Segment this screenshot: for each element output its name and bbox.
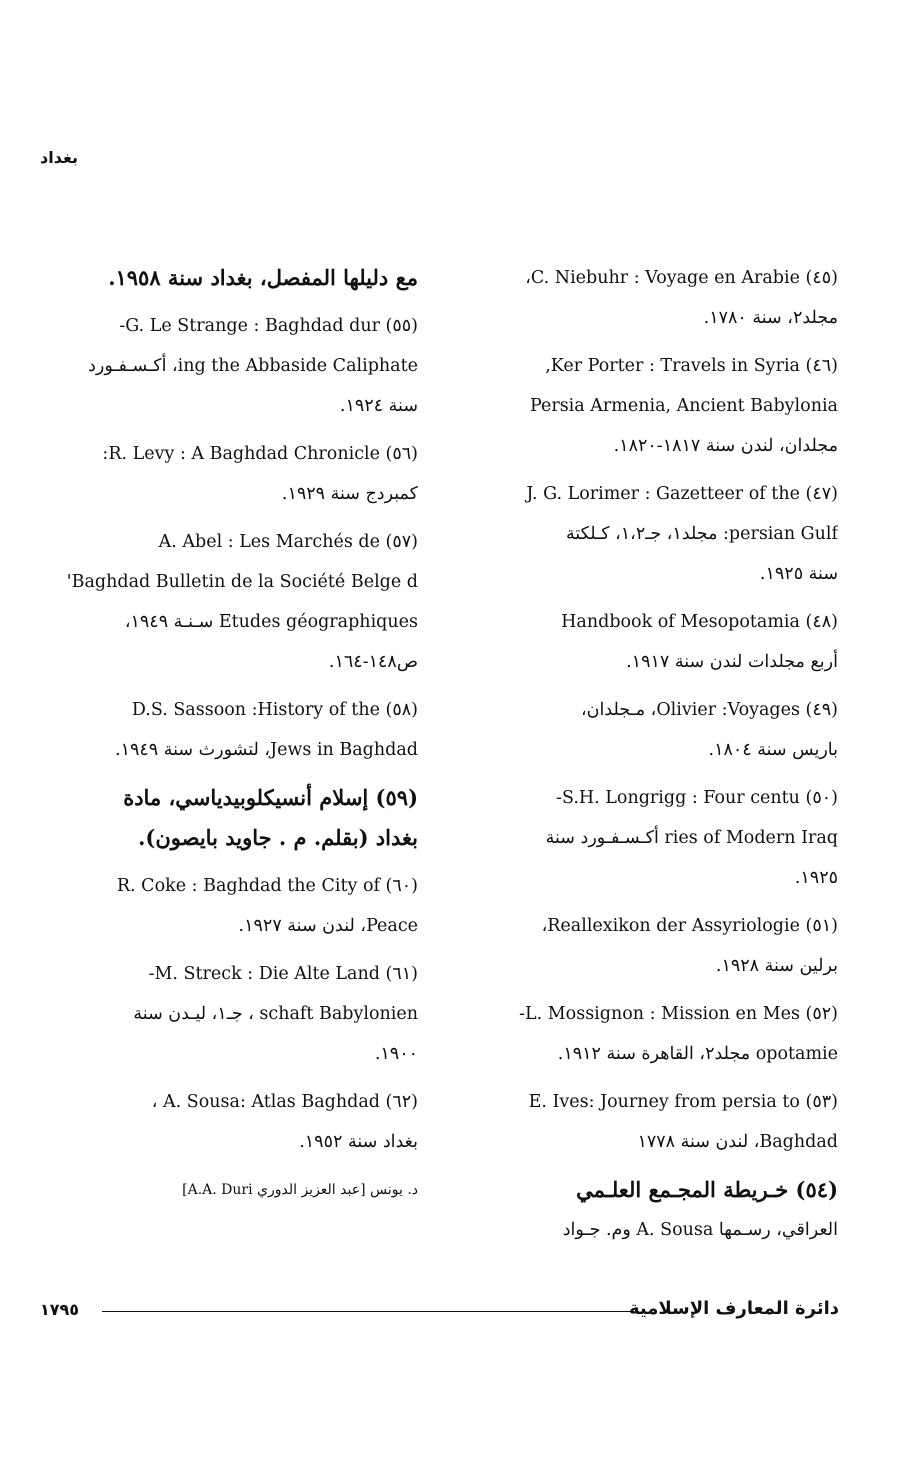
entry-line: schaft Babylonien ، جـ١، ليـدن سنة: [133, 1004, 418, 1024]
page-number: ١٧٩٥: [40, 1300, 80, 1319]
entry-line: ries of Modern Iraq أكـسـفـورد سنة: [545, 828, 838, 848]
entry-line: (٦١) M. Streck : Die Alte Land-: [148, 964, 418, 984]
entry-line: (٤٩) Olivier :Voyages، مـجلدان،: [580, 700, 838, 720]
bibliography-entry-53: [458, 1082, 838, 1162]
entry-line: ١٩٢٥.: [794, 868, 838, 888]
entry-line: (٤٥) C. Niebuhr : Voyage en Arabie،: [525, 268, 838, 288]
author-signature: [44, 1170, 418, 1210]
entry-line: (٦٠) R. Coke : Baghdad the City of: [116, 876, 418, 896]
bibliography-entry-49: [458, 690, 838, 770]
entry-line: (٥٧) A. Abel : Les Marchés de: [158, 532, 418, 552]
entry-line: Jews in Baghdad، لتشورث سنة ١٩٤٩.: [115, 740, 418, 760]
entry-line: أربع مجلدات لندن سنة ١٩١٧.: [626, 652, 838, 672]
bibliography-entry-57: [44, 522, 418, 682]
entry-line: سنة ١٩٢٤.: [339, 396, 418, 416]
entry-line: (٥٦) R. Levy : A Baghdad Chronicle:: [102, 444, 418, 464]
footer-encyclopedia-title: دائرة المعارف الإسلامية: [628, 1298, 839, 1319]
entry-line: د. يونس [عبد العزيز الدوري A.A. Duri]: [182, 1182, 418, 1198]
entry-line: Baghdad Bulletin de la Société Belge d': [66, 572, 418, 592]
entry-line: العراقي، رسـمها A. Sousa وم. جـواد: [562, 1220, 838, 1240]
entry-line: persian Gulf: مجلد١، جـ١،٢، كـلكتة: [565, 524, 838, 544]
entry-line: باريس سنة ١٨٠٤.: [708, 740, 838, 760]
entry-line: (٥٩) إسلام أنسيكلوبيدياسي، مادة: [123, 785, 418, 810]
entry-line: Peace، لندن سنة ١٩٢٧.: [238, 916, 418, 936]
entry-line: opotamie مجلد٢، القاهرة سنة ١٩١٢.: [557, 1044, 838, 1064]
bibliography-entry-58: [44, 690, 418, 770]
bibliography-entry-45: [458, 258, 838, 338]
entry-line: كمبردج سنة ١٩٢٩.: [281, 484, 418, 504]
entry-line: ing the Abbaside Caliphate، أكـسـفـورد: [88, 356, 418, 376]
entry-line: بغداد سنة ١٩٥٢.: [299, 1132, 418, 1152]
entry-line: (٥٨) D.S. Sassoon :History of the: [131, 700, 418, 720]
entry-line: مع دليلها المفصل، بغداد سنة ١٩٥٨.: [108, 265, 418, 290]
page-footer: [40, 1290, 839, 1330]
entry-line: (٥٠) S.H. Longrigg : Four centu-: [556, 788, 838, 808]
entry-line: (٥٤) خـريطة المجـمع العلـمي: [576, 1177, 838, 1202]
bibliography-entry-47: [458, 474, 838, 594]
bibliography-entry-54-continued: [44, 258, 418, 298]
entry-line: ١٩٠٠.: [374, 1044, 418, 1064]
entry-line: (٤٦) Ker Porter : Travels in Syria,: [545, 356, 838, 376]
bibliography-entry-46: [458, 346, 838, 466]
bibliography-entry-59: [44, 778, 418, 858]
entry-line: ص١٤٨-١٦٤.: [328, 652, 418, 672]
entry-line: (٥١) Reallexikon der Assyriologie،: [541, 916, 838, 936]
bibliography-entry-50: [458, 778, 838, 898]
entry-line: (٤٨) Handbook of Mesopotamia: [561, 612, 838, 632]
footer-rule: [102, 1311, 634, 1312]
bibliography-entry-62: [44, 1082, 418, 1162]
bibliography-entry-52: [458, 994, 838, 1074]
bibliography-entry-51: [458, 906, 838, 986]
entry-line: (٥٣) E. Ives: Journey from persia to: [528, 1092, 838, 1112]
bibliography-entry-60: [44, 866, 418, 946]
entry-line: مجلدان، لندن سنة ١٨١٧-١٨٢٠.: [613, 436, 838, 456]
entry-line: برلين سنة ١٩٢٨.: [715, 956, 838, 976]
bibliography-entry-48: [458, 602, 838, 682]
entry-line: (٦٢) A. Sousa: Atlas Baghdad ،: [151, 1092, 418, 1112]
bibliography-entry-55: [44, 306, 418, 426]
entry-line: مجلد٢، سنة ١٧٨٠.: [703, 308, 838, 328]
entry-line: (٥٢) L. Mossignon : Mission en Mes-: [519, 1004, 838, 1024]
entry-line: سنة ١٩٢٥.: [759, 564, 838, 584]
entry-line: Persia Armenia, Ancient Babylonia: [529, 396, 838, 416]
entry-line: بغداد (بقلم. م . جاويد بايصون).: [138, 825, 418, 850]
right-column: [458, 258, 838, 1258]
entry-line: (٤٧) J. G. Lorimer : Gazetteer of the: [526, 484, 838, 504]
bibliography-entry-61: [44, 954, 418, 1074]
entry-line: (٥٥) G. Le Strange : Baghdad dur-: [119, 316, 418, 336]
entry-line: Etudes géographiques سـنـة ١٩٤٩،: [124, 612, 418, 632]
bibliography-entry-54: [458, 1170, 838, 1250]
page-header-title: بغداد: [40, 148, 78, 167]
entry-line: Baghdad، لندن سنة ١٧٧٨: [637, 1132, 838, 1152]
left-column: [44, 258, 418, 1218]
bibliography-entry-56: [44, 434, 418, 514]
